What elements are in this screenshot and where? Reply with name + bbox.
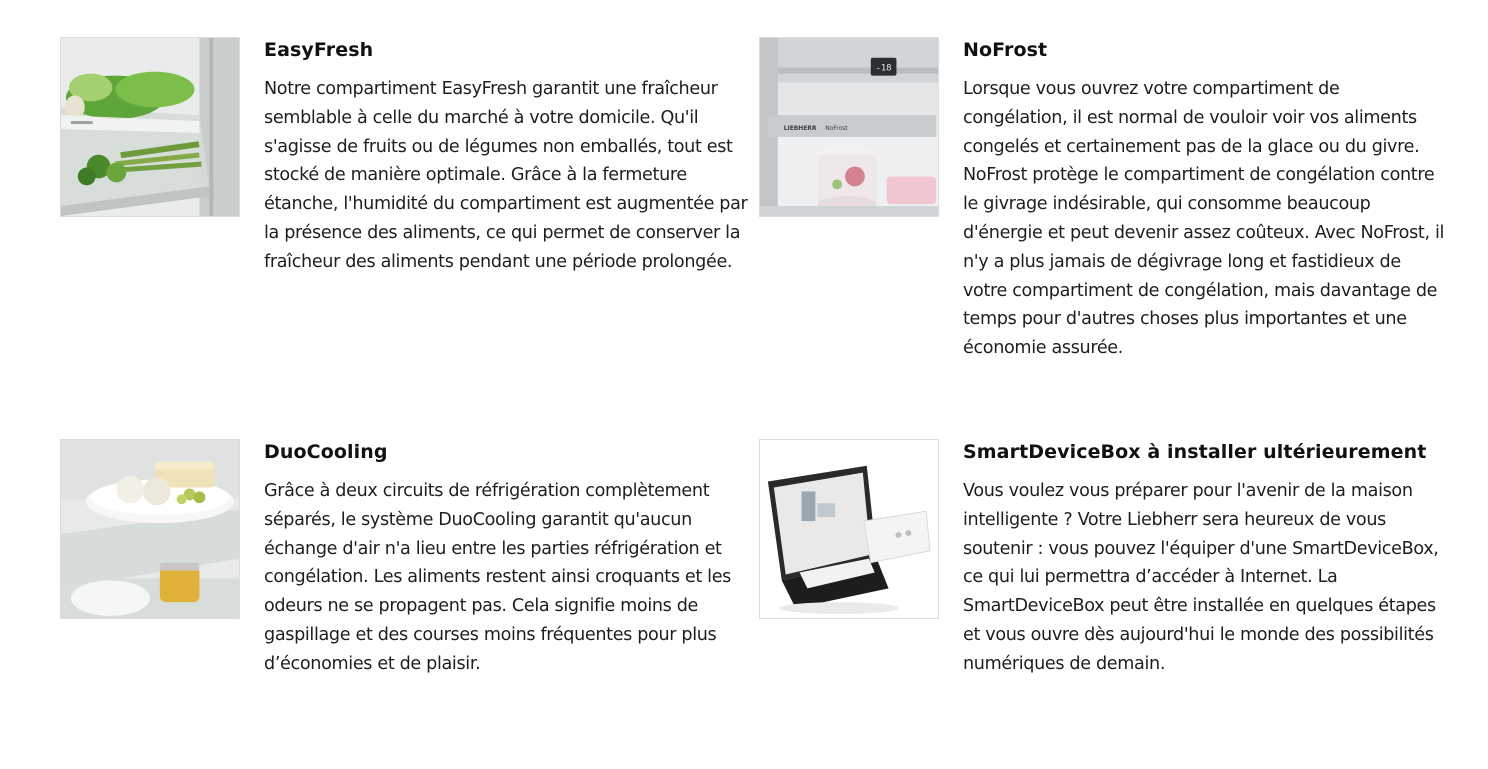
feature-description: Grâce à deux circuits de réfrigération complètement séparés, le système DuoCooling garantit qu'aucun échange d'air n'a lieu entre les parties réfrigération et congélation. Les aliments restent ainsi croquants et les odeurs ne se propagent pas. Cela signifie moins de gaspillage et des courses moins fréquentes pour plus d’économies et de plaisir. <box>264 481 731 674</box>
vegetable-drawer-image <box>60 37 240 217</box>
smartdevicebox-package-image <box>759 439 939 619</box>
temperature-display-text: -18 <box>875 63 892 74</box>
feature-title: EasyFresh <box>264 39 374 61</box>
feature-description: Notre compartiment EasyFresh garantit une fraîcheur semblable à celle du marché à votre domicile. Qu'il s'agisse de fruits ou de légumes non emballés, tout est stocké de manière optimale. Grâce à la fermeture étanche, l'humidité du compartiment est augmentée par la présence des aliments, ce qui permet de conserver la fraîcheur des aliments pendant une période prolongée. <box>264 79 748 272</box>
feature-duocooling <box>60 439 750 769</box>
feature-description: Lorsque vous ouvrez votre compartiment de congélation, il est normal de vouloir voir vos aliments congelés et certainement pas de la glace ou du givre. NoFrost protège le compartiment de congélation contre le givrage indésirable, qui consomme beaucoup d'énergie et peut devenir assez coûteux. Avec NoFrost, il n'y a plus jamais de dégivrage long et fastidieux de votre compartiment de congélation, mais davantage de temps pour d'autres choses plus importantes et une économie assurée. <box>963 79 1445 359</box>
feature-smartdevicebox <box>759 439 1449 769</box>
brand-logo-text: LIEBHERR <box>783 124 817 132</box>
feature-description: Vous voulez vous préparer pour l'avenir de la maison intelligente ? Votre Liebherr sera heureux de vous soutenir : vous pouvez l'équiper d'une SmartDeviceBox, ce qui lui permettra d’accéder à Internet. La SmartDeviceBox peut être installée en quelques étapes et vous ouvre dès aujourd'hui le monde des possibilités numériques de demain. <box>963 481 1439 674</box>
cheese-plate-image <box>60 439 240 619</box>
feature-title: NoFrost <box>963 39 1048 61</box>
feature-easyfresh <box>60 37 750 367</box>
freezer-compartment-image <box>759 37 939 217</box>
feature-title: SmartDeviceBox à installer ultérieurement <box>963 441 1427 463</box>
feature-nofrost <box>759 37 1449 367</box>
feature-title: DuoCooling <box>264 441 388 463</box>
nofrost-label-text: NoFrost <box>825 124 848 132</box>
